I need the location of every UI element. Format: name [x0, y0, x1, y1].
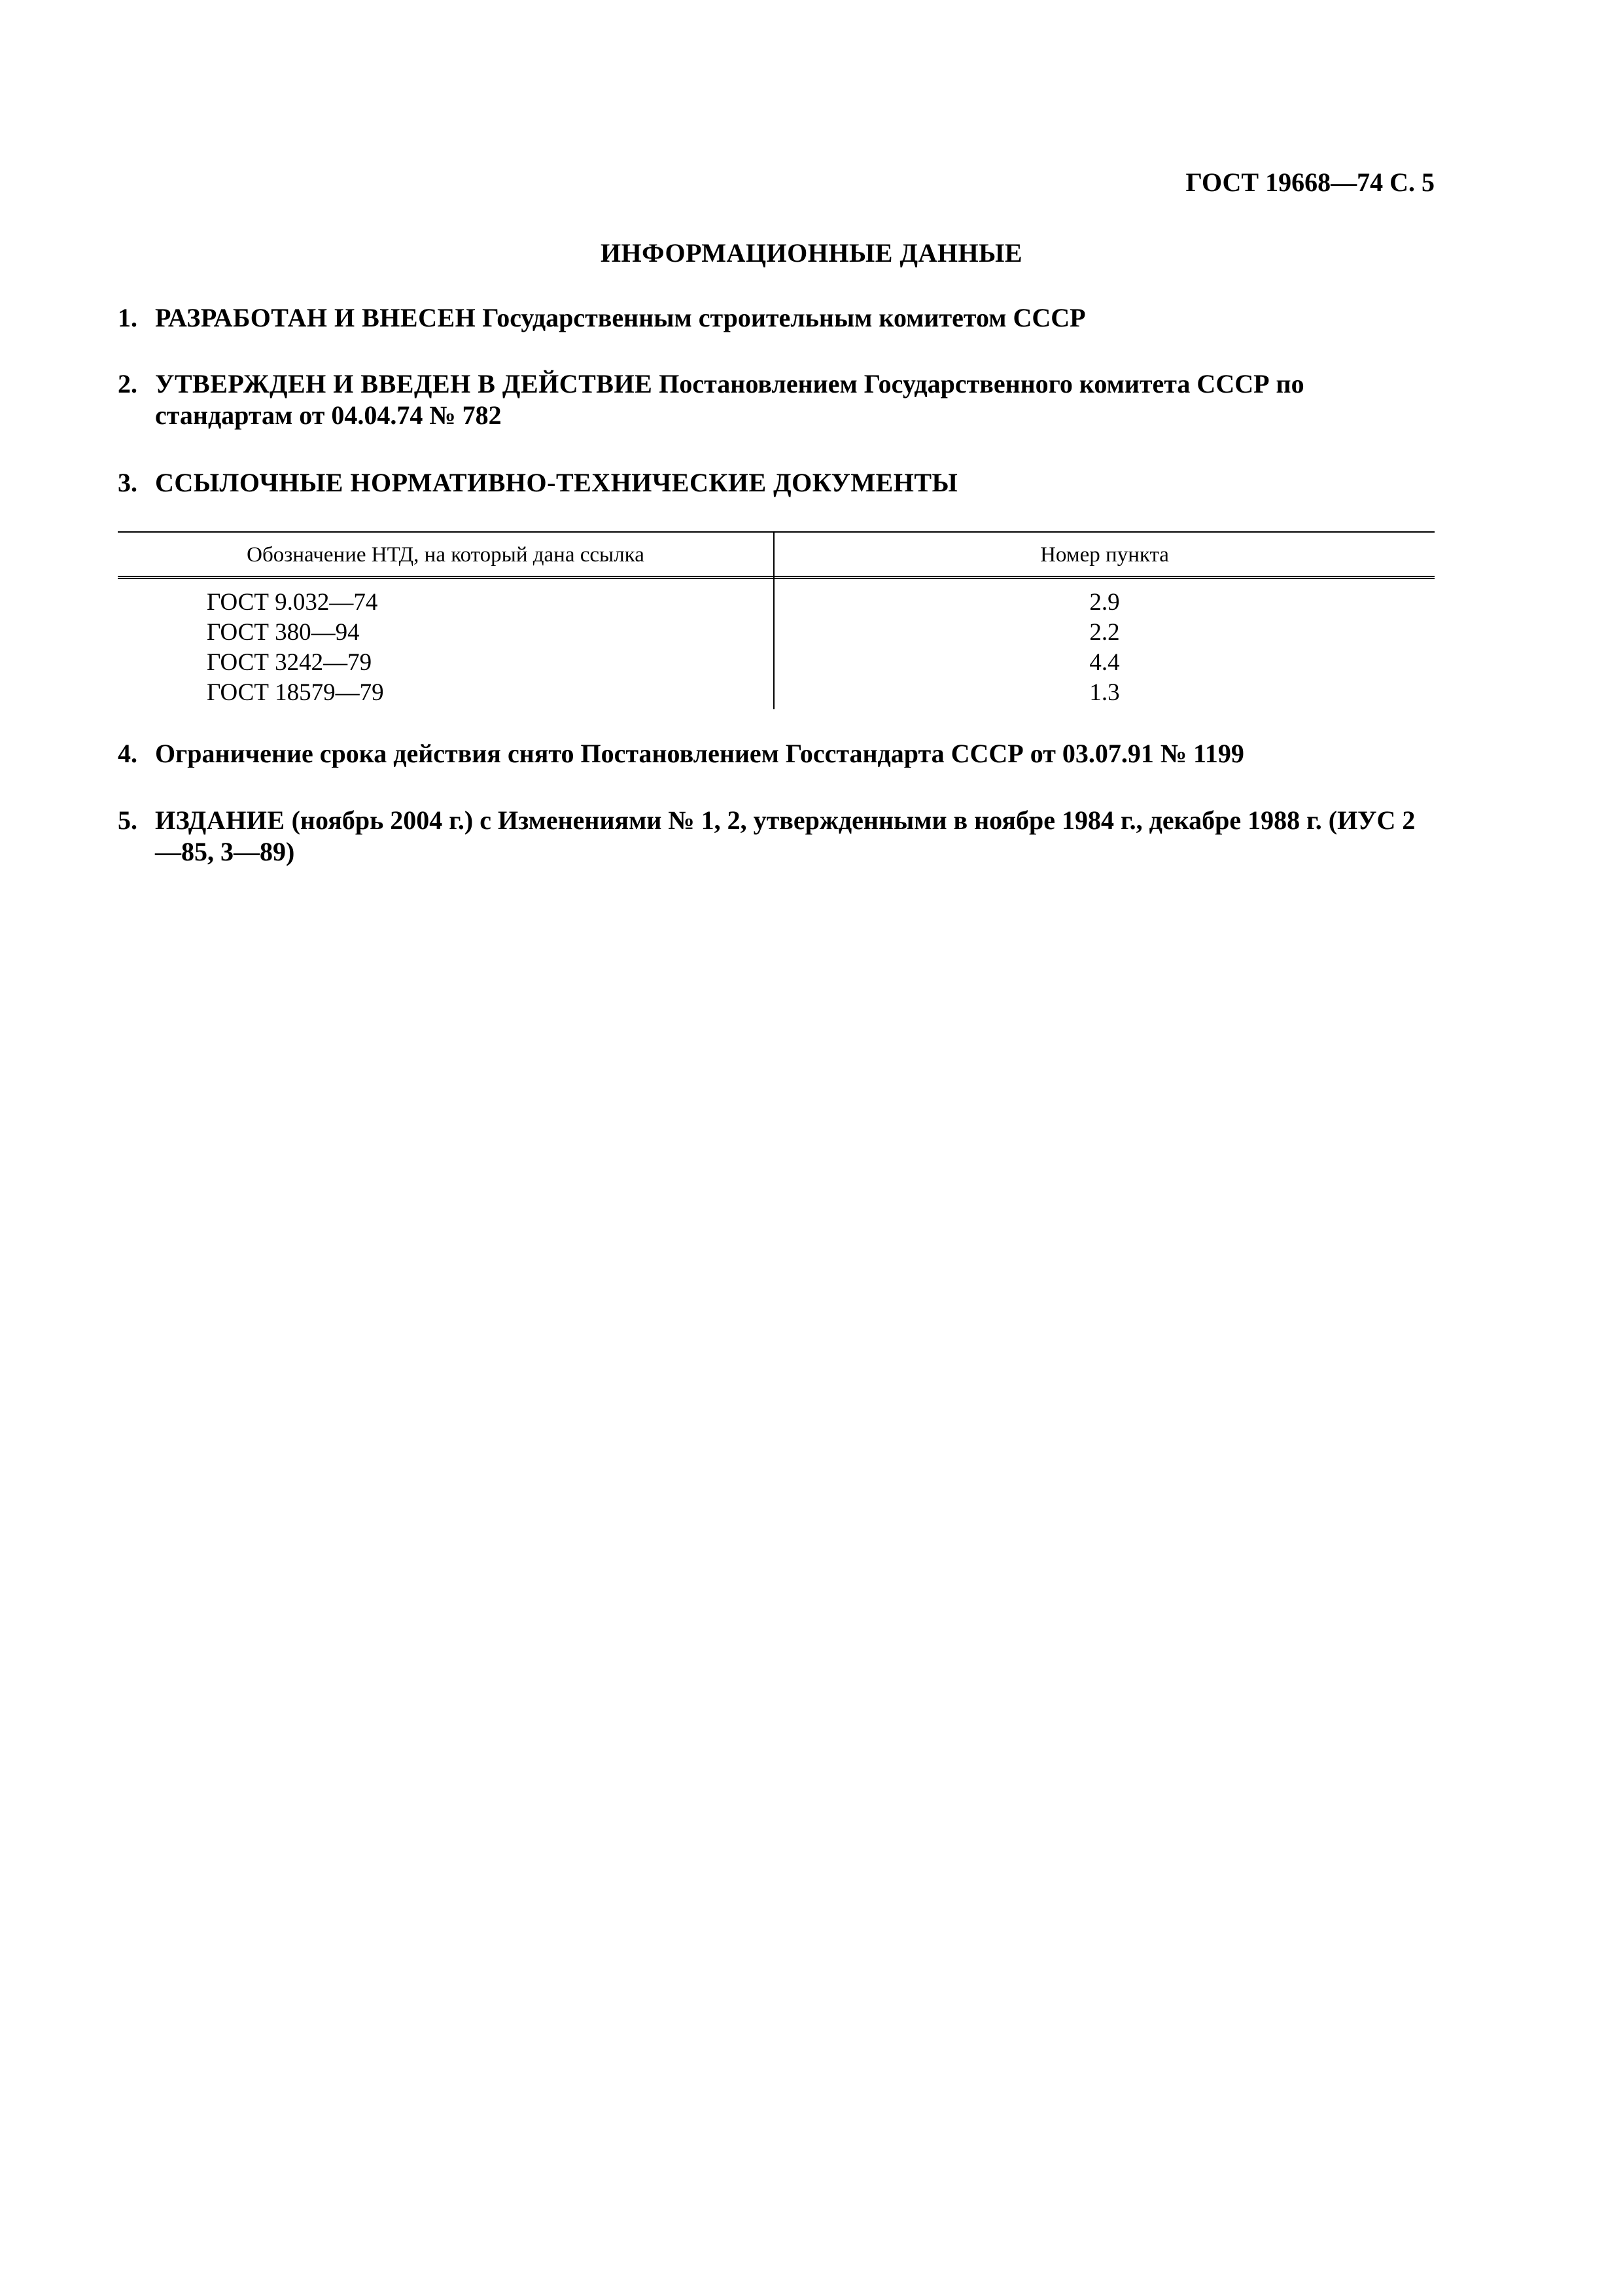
- item-body: Ограничение срока действия снято Постановлением Госстандарта СССР от 03.07.91 № 1199: [155, 739, 1244, 768]
- page-header: ГОСТ 19668—74 С. 5: [1185, 168, 1435, 197]
- info-item-1: [118, 302, 1435, 334]
- info-item-2: [118, 368, 1435, 431]
- info-item-5: [118, 805, 1435, 868]
- table-top-rule: [118, 531, 1435, 533]
- item-text: [155, 738, 1435, 769]
- item-number: 4.: [118, 739, 137, 768]
- table-body: [118, 588, 1435, 708]
- item-text: [155, 467, 1435, 499]
- item-number: 5.: [118, 805, 137, 835]
- item-caps: ИЗДАНИЕ: [155, 805, 285, 835]
- table-cell-clause: 1.3: [1089, 679, 1120, 706]
- item-body: (ноябрь 2004 г.) с Изменениями № 1, 2, утвержденными в ноябре 1984 г., декабре 1988 г. (ИУС 2—85, 3—89): [155, 805, 1416, 866]
- item-number: 3.: [118, 468, 137, 497]
- item-text: [155, 302, 1435, 334]
- info-item-4: [118, 738, 1435, 769]
- reference-table: [118, 531, 1435, 709]
- table-row: [118, 648, 1435, 678]
- item-body: Государственным строительным комитетом СССР: [476, 303, 1086, 332]
- table-cell-clause: 4.4: [1089, 649, 1120, 676]
- document-title: ИНФОРМАЦИОННЫЕ ДАННЫЕ: [600, 238, 1023, 268]
- item-text: [155, 368, 1435, 431]
- table-cell-clause: 2.2: [1089, 619, 1120, 646]
- item-number: 2.: [118, 369, 137, 398]
- item-number: 1.: [118, 303, 137, 332]
- table-header-clause: Номер пункта: [1040, 543, 1169, 567]
- table-row: [118, 678, 1435, 708]
- table-row: [118, 618, 1435, 648]
- item-caps: РАЗРАБОТАН И ВНЕСЕН: [155, 303, 476, 332]
- info-item-3: [118, 467, 1435, 499]
- item-caps: ССЫЛОЧНЫЕ НОРМАТИВНО-ТЕХНИЧЕСКИЕ ДОКУМЕНТЫ: [155, 468, 958, 497]
- item-body: Постановлением Государственного комитета СССР по стандартам от 04.04.74 № 782: [155, 369, 1304, 430]
- item-text: [155, 805, 1435, 868]
- item-caps: УТВЕРЖДЕН И ВВЕДЕН В ДЕЙСТВИЕ: [155, 369, 653, 398]
- table-cell-document: ГОСТ 18579—79: [207, 679, 384, 706]
- table-cell-document: ГОСТ 9.032—74: [207, 589, 378, 616]
- table-row: [118, 588, 1435, 618]
- table-header-document: Обозначение НТД, на который дана ссылка: [247, 543, 644, 567]
- table-header-rule: [118, 576, 1435, 579]
- table-cell-document: ГОСТ 380—94: [207, 619, 360, 646]
- table-cell-document: ГОСТ 3242—79: [207, 649, 372, 676]
- table-cell-clause: 2.9: [1089, 589, 1120, 616]
